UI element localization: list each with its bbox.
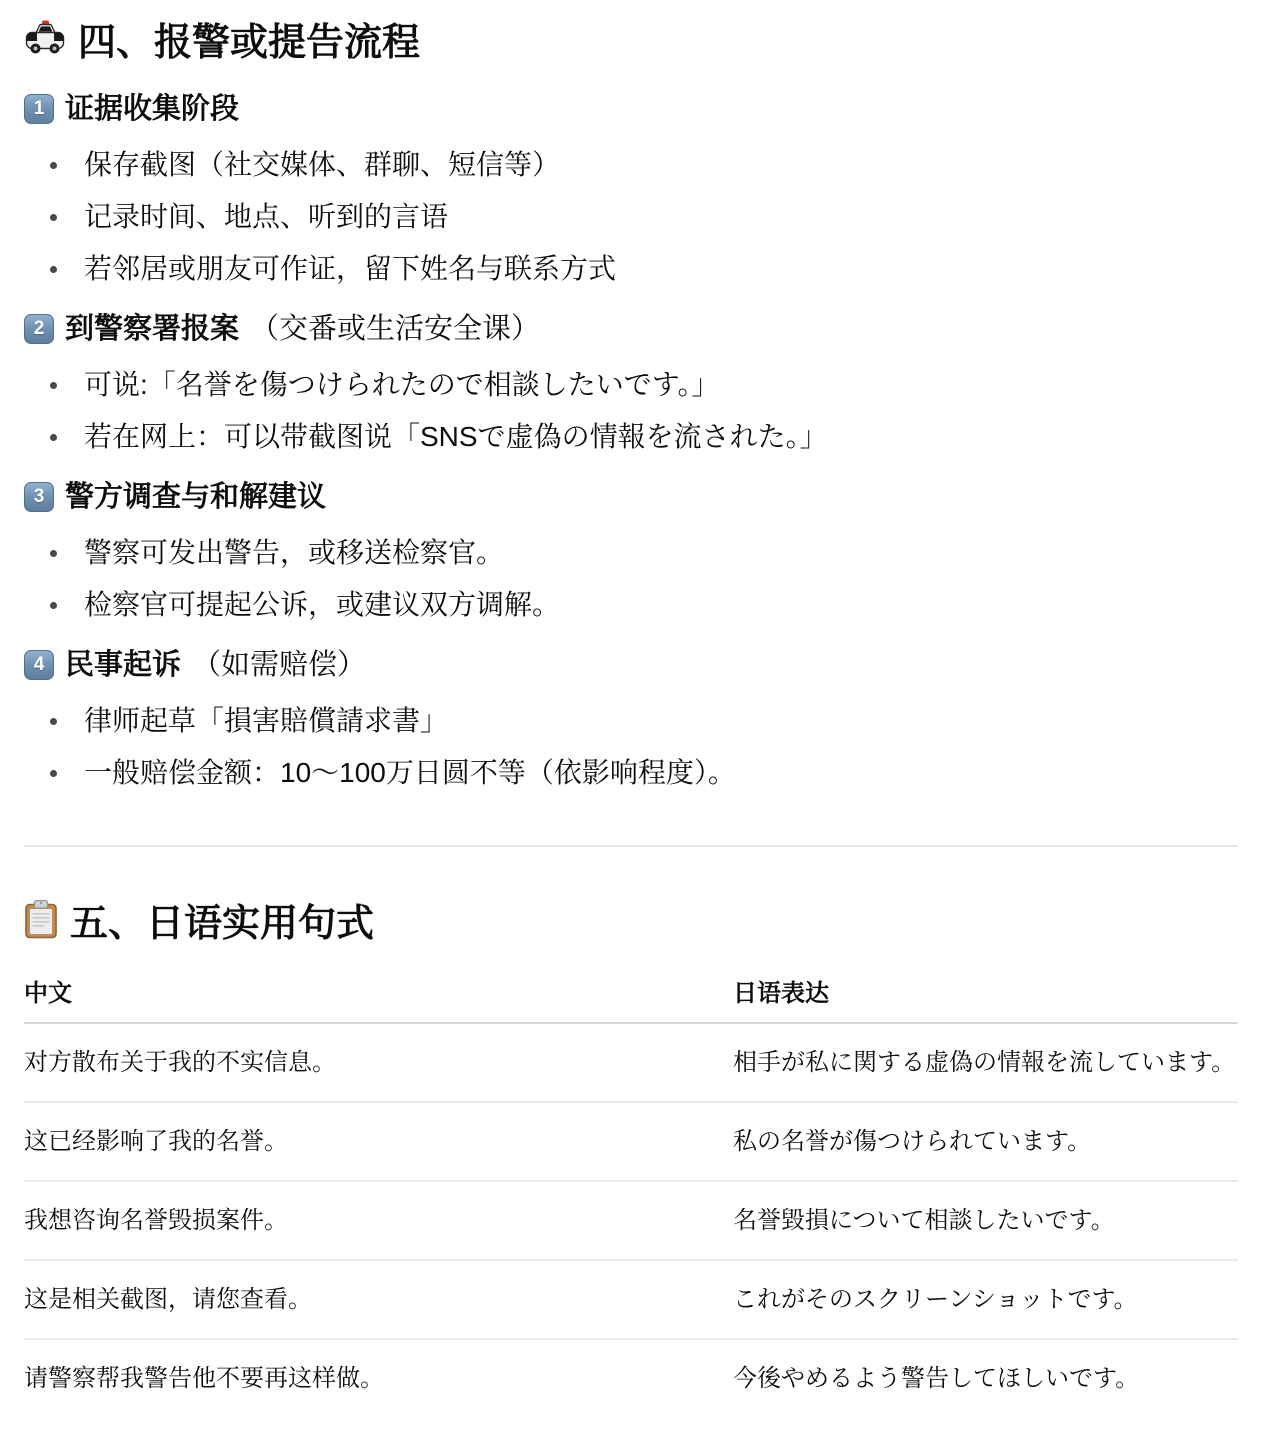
section-five-title: 五、日语实用句式 — [70, 903, 375, 945]
subsection-4-bullets — [24, 705, 1238, 789]
section-four-title: 四、报警或提告流程 — [78, 21, 421, 64]
police-car-icon — [24, 20, 66, 65]
bullet-text: 警察可发出警告，或移送检察官。 — [84, 537, 505, 568]
clipboard-icon — [24, 899, 58, 949]
section-four-heading — [24, 20, 1238, 65]
subsection-4-heading — [24, 647, 1238, 683]
subsection-3-bullets — [24, 537, 1238, 621]
column-header-chinese: 中文 — [24, 973, 733, 1023]
subsection-1-title: 证据收集阶段 — [65, 93, 240, 125]
section-divider — [24, 845, 1238, 847]
subsection-3-title: 警方调查与和解建议 — [65, 481, 327, 513]
subsection-2-title: 到警察署报案 — [65, 313, 240, 345]
list-item — [24, 201, 1238, 233]
bullet-text: 律师起草「損害賠償請求書」 — [84, 705, 449, 736]
cell-chinese: 这已经影响了我的名誉。 — [24, 1102, 733, 1181]
subsection-4-title: 民事起诉 — [65, 649, 182, 681]
list-item — [24, 537, 1238, 569]
bullet-text: 可说:「名誉を傷つけられたので相談したいです。」 — [84, 369, 720, 400]
cell-chinese: 这是相关截图，请您查看。 — [24, 1260, 733, 1339]
table-header-row — [24, 973, 1238, 1023]
subsection-2-suffix: （交番或生活安全课） — [250, 313, 541, 345]
subsection-1-heading — [24, 91, 1238, 127]
bullet-text: 若邻居或朋友可作证，留下姓名与联系方式 — [84, 253, 617, 284]
list-item — [24, 369, 1238, 401]
bullet-text: 保存截图（社交媒体、群聊、短信等） — [84, 149, 561, 180]
keycap-3-icon: 3 — [24, 482, 54, 512]
cell-japanese: 相手が私に関する虚偽の情報を流しています。 — [733, 1023, 1238, 1102]
cell-chinese: 我想咨询名誉毁损案件。 — [24, 1181, 733, 1260]
cell-japanese: 私の名誉が傷つけられています。 — [733, 1102, 1238, 1181]
keycap-2-icon: 2 — [24, 314, 54, 344]
list-item — [24, 253, 1238, 285]
list-item — [24, 757, 1238, 789]
cell-chinese: 请警察帮我警告他不要再这样做。 — [24, 1365, 384, 1392]
column-header-japanese: 日语表达 — [733, 973, 1238, 1023]
cell-chinese: 对方散布关于我的不实信息。 — [24, 1023, 733, 1102]
subsection-2-heading — [24, 311, 1238, 347]
list-item — [24, 421, 1238, 453]
subsection-3-heading — [24, 479, 1238, 515]
bullet-text: 若在网上：可以带截图说「SNSで虚偽の情報を流された。」 — [84, 421, 828, 452]
table-row — [24, 1023, 1238, 1102]
subsection-2-bullets — [24, 369, 1238, 453]
cell-japanese: これがそのスクリーンショットです。 — [733, 1260, 1238, 1339]
table-row — [24, 1181, 1238, 1260]
table-row — [24, 1260, 1238, 1339]
keycap-4-icon: 4 — [24, 650, 54, 680]
bullet-text: 一般赔偿金额：10～100万日圆不等（依影响程度）。 — [84, 757, 736, 788]
cell-japanese: 名誉毀損について相談したいです。 — [733, 1181, 1238, 1260]
table-row — [24, 1339, 1238, 1417]
section-five-heading — [24, 899, 1238, 949]
table-row — [24, 1102, 1238, 1181]
subsection-4-suffix: （如需赔偿） — [192, 649, 367, 681]
bullet-text: 检察官可提起公诉，或建议双方调解。 — [84, 589, 561, 620]
list-item — [24, 149, 1238, 181]
subsection-1-bullets — [24, 149, 1238, 285]
keycap-1-icon: 1 — [24, 94, 54, 124]
list-item — [24, 705, 1238, 737]
cell-japanese: 今後やめるよう警告してほしいです。 — [733, 1365, 1140, 1392]
list-item — [24, 589, 1238, 621]
bullet-text: 记录时间、地点、听到的言语 — [84, 201, 449, 232]
phrases-table — [24, 973, 1238, 1417]
